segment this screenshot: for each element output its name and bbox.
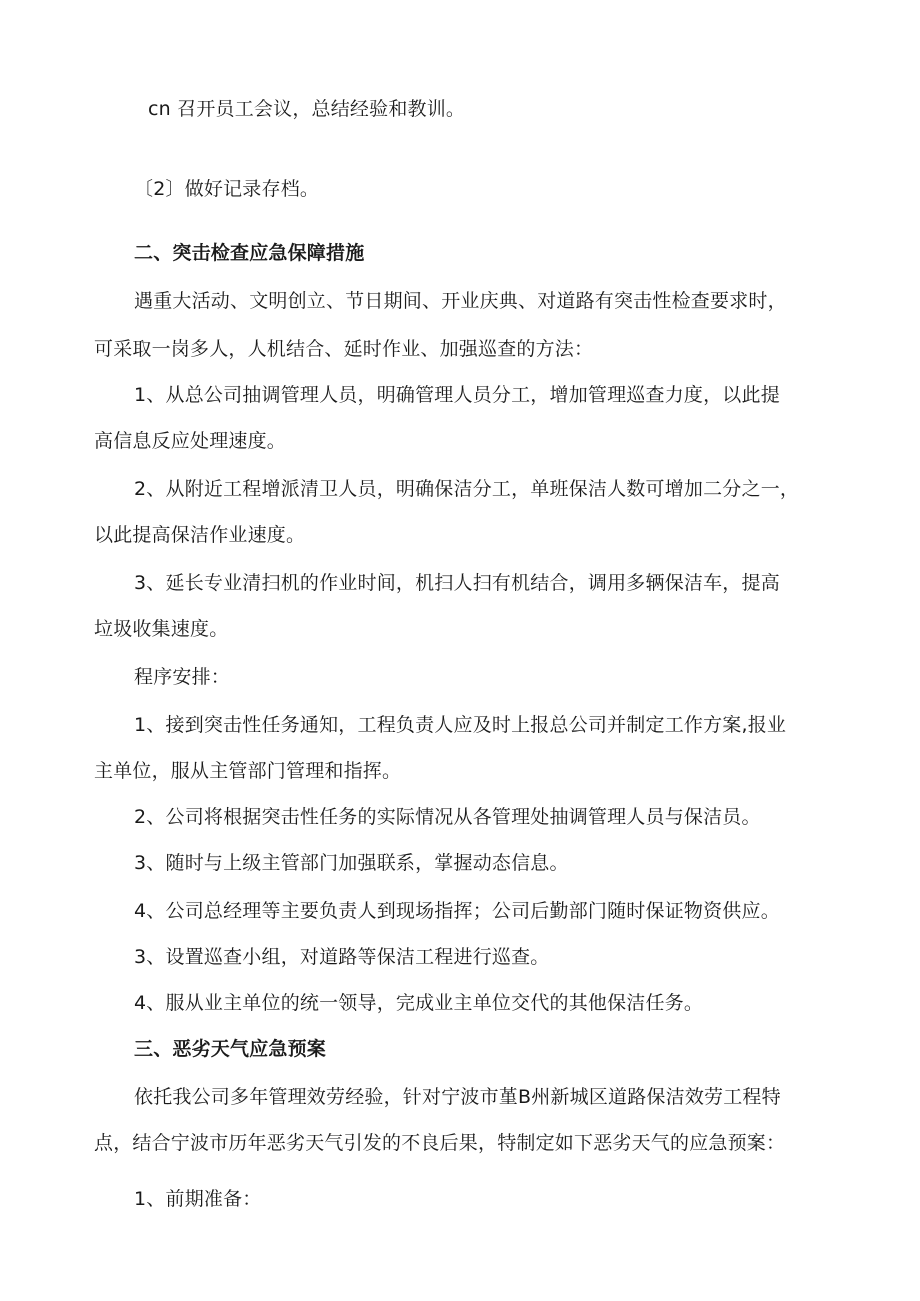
list-item-line: 3、延长专业清扫机的作业时间，机扫人扫有机结合，调用多辆保洁车，提高 bbox=[134, 572, 780, 594]
paragraph-line: 主单位，服从主管部门管理和指挥。 bbox=[94, 760, 402, 782]
list-item-line: 3、随时与上级主管部门加强联系，掌握动态信息。 bbox=[134, 852, 569, 874]
list-item-line: 2、公司将根据突击性任务的实际情况从各管理处抽调管理人员与保洁员。 bbox=[134, 806, 761, 828]
list-item-line: 4、公司总经理等主要负责人到现场指挥；公司后勤部门随时保证物资供应。 bbox=[134, 900, 780, 922]
paragraph-line: 依托我公司多年管理效劳经验，针对宁波市堇B州新城区道路保洁效劳工程特 bbox=[134, 1086, 781, 1108]
section-heading-2: 二、突击检查应急保障措施 bbox=[134, 242, 365, 264]
paragraph-line: 遇重大活动、文明创立、节日期间、开业庆典、对道路有突击性检查要求时， bbox=[134, 290, 787, 312]
paragraph-line: 点，结合宁波市历年恶劣天气引发的不良后果，特制定如下恶劣天气的应急预案： bbox=[94, 1132, 786, 1154]
list-item-line: 1、从总公司抽调管理人员，明确管理人员分工，增加管理巡查力度，以此提 bbox=[134, 384, 780, 406]
paragraph-line: 垃圾收集速度。 bbox=[94, 618, 229, 640]
section-heading-3: 三、恶劣天气应急预案 bbox=[134, 1038, 327, 1060]
paragraph-line: 高信息反应处理速度。 bbox=[94, 430, 287, 452]
text-line-meeting: cn 召开员工会议，总结经验和教训。 bbox=[148, 98, 466, 120]
list-item-line: 3、设置巡查小组，对道路等保洁工程进行巡查。 bbox=[134, 946, 550, 968]
text-line-records: 〔2〕做好记录存档。 bbox=[134, 178, 320, 200]
list-item-line: 1、接到突击性任务通知，工程负责人应及时上报总公司并制定工作方案,报业 bbox=[134, 714, 787, 736]
list-item-line: 4、服从业主单位的统一领导，完成业主单位交代的其他保洁任务。 bbox=[134, 992, 704, 1014]
list-item-line: 1、前期准备： bbox=[134, 1188, 262, 1210]
subheading-procedure: 程序安排： bbox=[134, 666, 231, 688]
list-item-line: 2、从附近工程增派清卫人员，明确保洁分工，单班保洁人数可增加二分之一， bbox=[134, 478, 800, 500]
paragraph-line: 以此提高保洁作业速度。 bbox=[94, 524, 306, 546]
paragraph-line: 可采取一岗多人，人机结合、延时作业、加强巡查的方法： bbox=[94, 338, 594, 360]
